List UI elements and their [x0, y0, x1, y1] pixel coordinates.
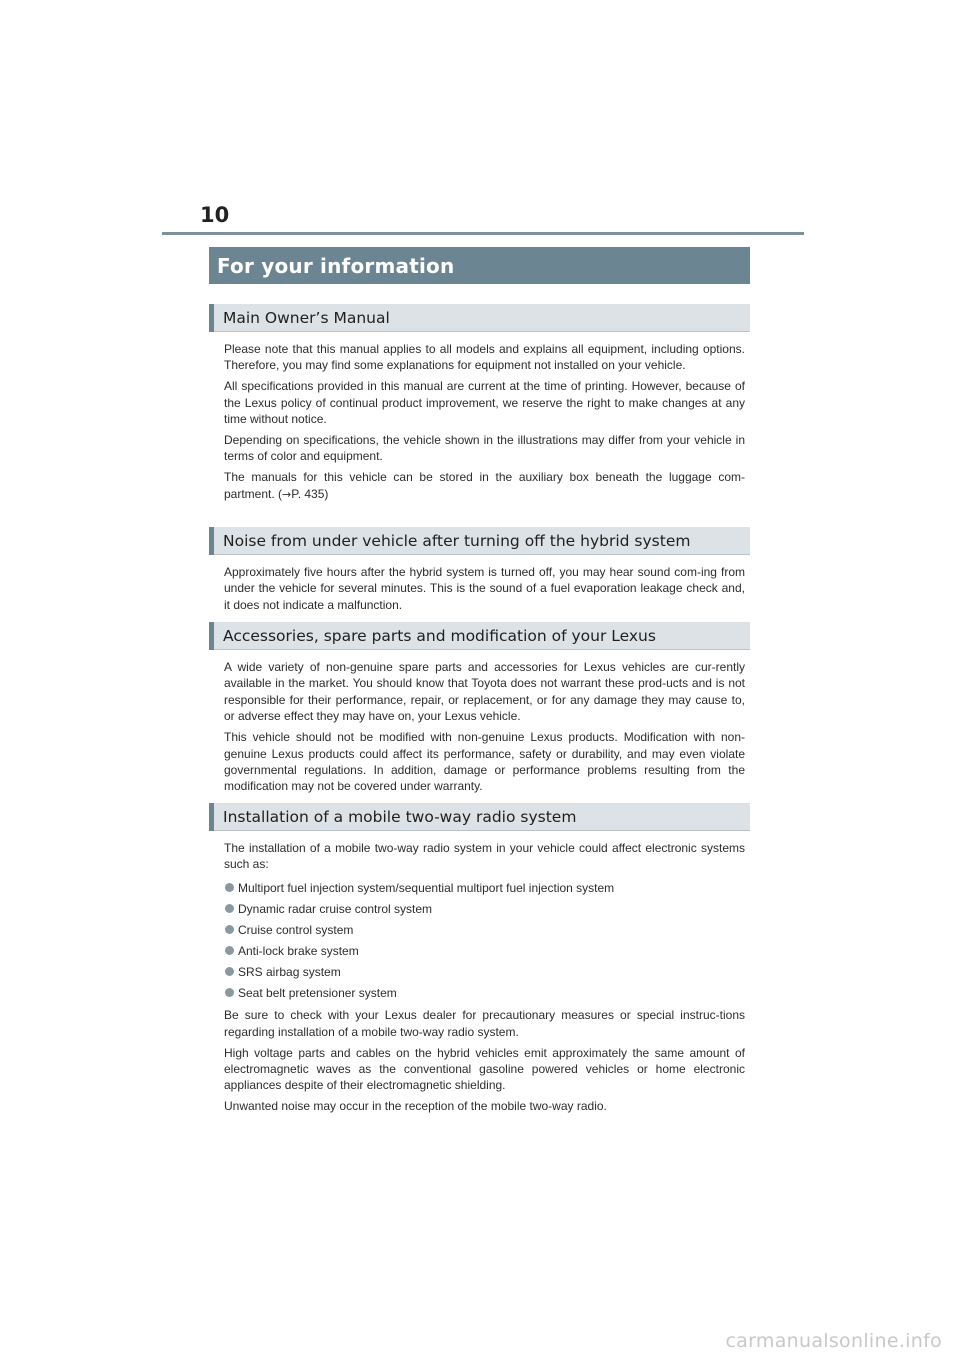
paragraph: Approximately five hours after the hybrid system is turned off, you may hear sound com-ing from under the vehicle for several minutes. This is the sound of a fuel evaporation leakage check and, it does not indicate a malfunction. — [224, 565, 745, 612]
section-heading-radio — [209, 803, 750, 831]
section-body-radio — [224, 840, 745, 1119]
section-heading-text: Accessories, spare parts and modification of your Lexus — [223, 626, 656, 645]
section-body-noise — [224, 564, 745, 618]
list-item: Dynamic radar cruise control system — [224, 898, 745, 919]
list-item: SRS airbag system — [224, 961, 745, 982]
paragraph: The installation of a mobile two-way radio system in your vehicle could affect electronic systems such as: — [224, 841, 745, 872]
list-item: Anti-lock brake system — [224, 940, 745, 961]
paragraph: High voltage parts and cables on the hybrid vehicles emit approximately the same amount of electromagnetic waves as the conventional gasoline powered vehicles or home electronic appliances despite of their electromagnetic shielding. — [224, 1045, 745, 1093]
page-title: For your information — [217, 253, 455, 278]
section-heading-main-owners-manual — [209, 304, 750, 332]
bullet-icon — [225, 904, 234, 913]
paragraph: Please note that this manual applies to all models and explains all equipment, including options. Therefore, you may find some explanations for equipment not installed on your vehicle. — [224, 342, 745, 373]
bullet-icon — [225, 925, 234, 934]
section-heading-text: Main Owner’s Manual — [223, 308, 390, 327]
paragraph-text: The manuals for this vehicle can be stored in the auxiliary box beneath the luggage com-partment. ( — [224, 470, 745, 501]
bullet-icon — [225, 946, 234, 955]
paragraph: A wide variety of non-genuine spare parts and accessories for Lexus vehicles are cur-rently available in the market. You should know that Toyota does not warrant these prod-ucts and is not responsible for their performance, repair, or replacement, or for any damage they may cause to, or adverse effect they may have on, your Lexus vehicle. — [224, 660, 745, 724]
paragraph-with-reference — [224, 469, 745, 503]
section-heading-accessories — [209, 622, 750, 650]
page-number: 10 — [200, 203, 230, 227]
list-item: Seat belt pretensioner system — [224, 982, 745, 1003]
section-heading-text: Noise from under vehicle after turning off the hybrid system — [223, 531, 691, 550]
section-heading-text: Installation of a mobile two-way radio system — [223, 807, 577, 826]
list-item: Cruise control system — [224, 919, 745, 940]
bullet-list — [224, 877, 745, 1003]
paragraph: Depending on specifications, the vehicle shown in the illustrations may differ from your vehicle in terms of color and equipment. — [224, 433, 745, 464]
bullet-icon — [225, 967, 234, 976]
bullet-icon — [225, 988, 234, 997]
paragraph: This vehicle should not be modified with non-genuine Lexus products. Modification with non-genuine Lexus products could affect its performance, safety or durability, and may even violate governmental regulations. In addition, damage or performance problems resulting from the modification may not be covered under warranty. — [224, 730, 745, 794]
section-body-main-owners-manual — [224, 341, 745, 508]
page-reference: P. 435) — [291, 486, 329, 501]
paragraph: All specifications provided in this manual are current at the time of printing. However, because of the Lexus policy of continual product improvement, we reserve the right to make changes at any time without notice. — [224, 379, 745, 427]
section-body-accessories — [224, 659, 745, 799]
header-rule — [162, 232, 804, 235]
section-heading-noise — [209, 527, 750, 555]
paragraph: Be sure to check with your Lexus dealer for precautionary measures or special instruc-tions regarding installation of a mobile two-way radio system. — [224, 1008, 745, 1039]
paragraph: Unwanted noise may occur in the reception of the mobile two-way radio. — [224, 1099, 607, 1114]
right-arrow-icon: → — [282, 487, 292, 501]
page-title-bar — [209, 247, 750, 284]
list-item: Multiport fuel injection system/sequential multiport fuel injection system — [224, 877, 745, 898]
bullet-icon — [225, 883, 234, 892]
watermark: carmanualsonline.info — [725, 1330, 942, 1352]
